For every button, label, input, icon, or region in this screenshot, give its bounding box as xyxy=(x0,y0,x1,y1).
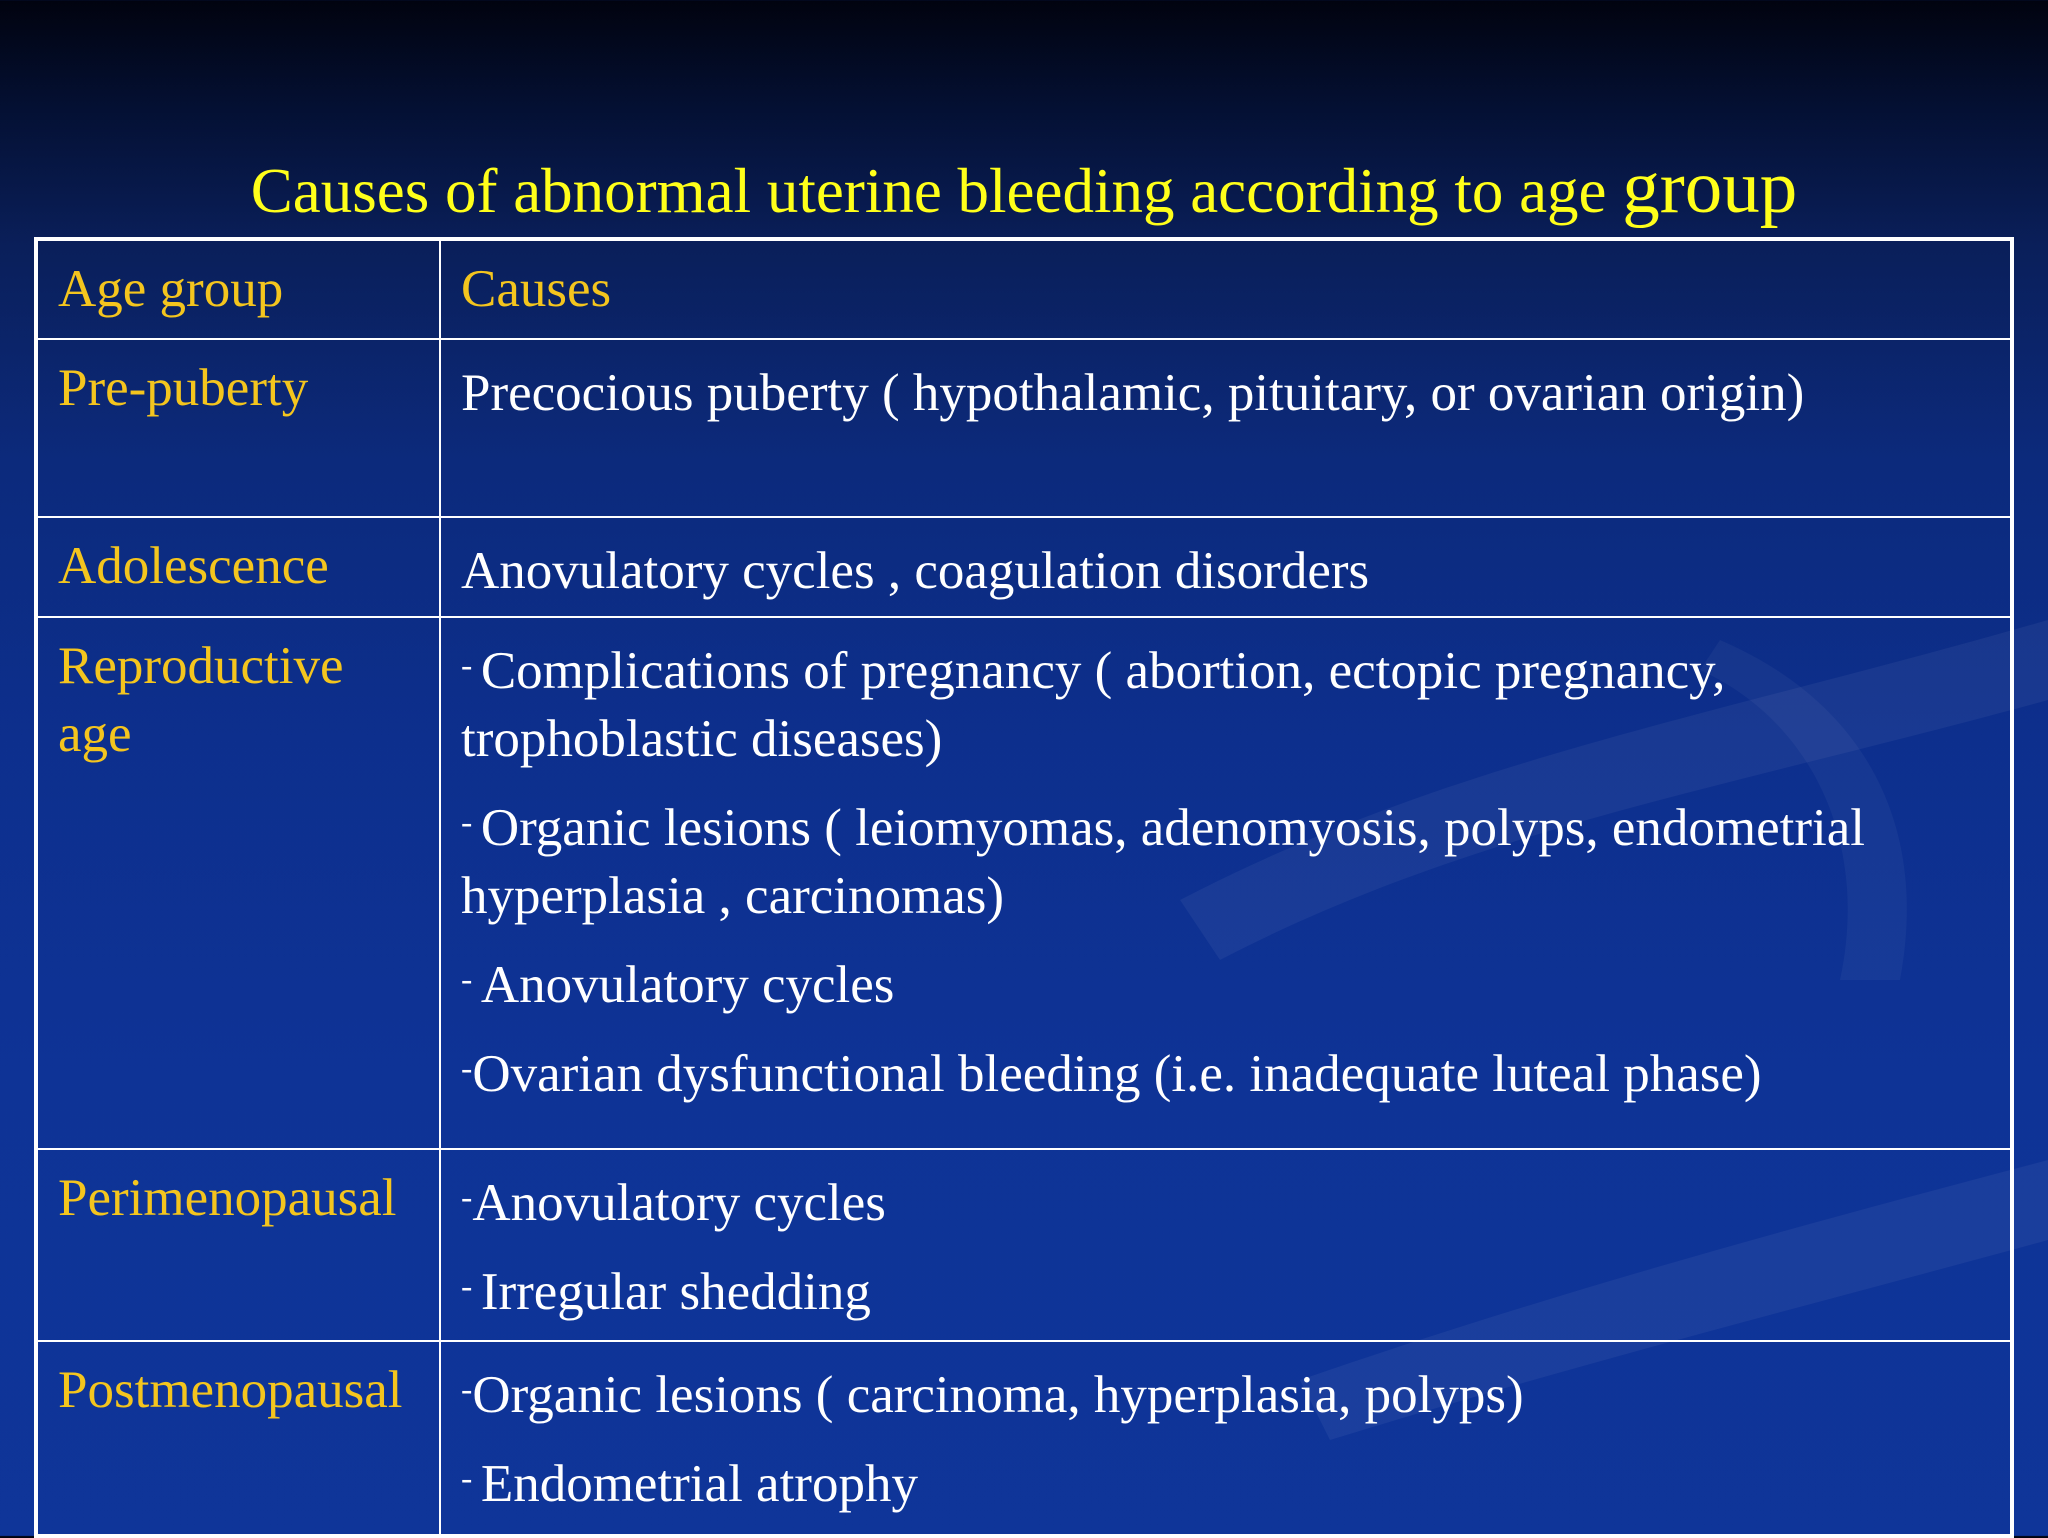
slide-title-tail: group xyxy=(1622,146,1798,229)
cause-item xyxy=(461,354,1990,427)
cause-item xyxy=(461,1445,1990,1518)
cause-text: Anovulatory cycles xyxy=(472,1174,886,1232)
cause-item xyxy=(461,1164,1990,1237)
cause-text: Anovulatory cycles , coagulation disorders xyxy=(461,542,1370,600)
causes-cell xyxy=(440,1341,2012,1536)
cause-dash: - xyxy=(461,647,481,684)
causes-cell xyxy=(440,1149,2012,1341)
cause-item xyxy=(461,1356,1990,1429)
cause-text: Anovulatory cycles xyxy=(480,956,895,1014)
cause-item xyxy=(461,789,1990,930)
cause-text: Endometrial atrophy xyxy=(480,1455,918,1513)
cause-item xyxy=(461,1035,1990,1108)
cause-text: Complications of pregnancy ( abortion, ectopic pregnancy, trophoblastic diseases) xyxy=(461,642,1726,768)
header-causes: Causes xyxy=(440,239,2012,339)
cause-dash: - xyxy=(461,961,481,998)
cause-item xyxy=(461,632,1990,773)
age-cell: Postmenopausal xyxy=(36,1341,440,1536)
age-cell: Perimenopausal xyxy=(36,1149,440,1341)
age-cell: Pre-puberty xyxy=(36,339,440,517)
causes-cell xyxy=(440,617,2012,1149)
slide-title xyxy=(0,142,2048,237)
cause-dash: - xyxy=(461,1460,481,1497)
cause-item xyxy=(461,1253,1990,1326)
cause-text: Organic lesions ( leiomyomas, adenomyosis, polyps, endometrial hyperplasia , carcinomas) xyxy=(461,799,1865,925)
slide-title-main: Causes of abnormal uterine bleeding according to age xyxy=(250,156,1607,226)
table-row xyxy=(36,517,2012,617)
causes-cell xyxy=(440,517,2012,617)
cause-item xyxy=(461,946,1990,1019)
cause-item xyxy=(461,532,1990,605)
cause-text: Ovarian dysfunctional bleeding (i.e. inadequate luteal phase) xyxy=(472,1045,1762,1103)
cause-dash: - xyxy=(461,1371,473,1408)
cause-text: Irregular shedding xyxy=(480,1263,871,1321)
table-header-row xyxy=(36,239,2012,339)
table-row xyxy=(36,617,2012,1149)
table-row xyxy=(36,339,2012,517)
causes-table xyxy=(34,237,2014,1538)
age-cell: Adolescence xyxy=(36,517,440,617)
table-row xyxy=(36,1149,2012,1341)
cause-dash: - xyxy=(461,804,481,841)
causes-cell xyxy=(440,339,2012,517)
cause-dash: - xyxy=(461,1050,473,1087)
age-cell: Reproductive age xyxy=(36,617,440,1149)
table-row xyxy=(36,1341,2012,1536)
cause-text: Organic lesions ( carcinoma, hyperplasia, polyps) xyxy=(472,1366,1524,1424)
cause-text: Precocious puberty ( hypothalamic, pituitary, or ovarian origin) xyxy=(461,364,1805,422)
header-age-group: Age group xyxy=(36,239,440,339)
cause-dash: - xyxy=(461,1268,481,1305)
cause-dash: - xyxy=(461,1179,473,1216)
